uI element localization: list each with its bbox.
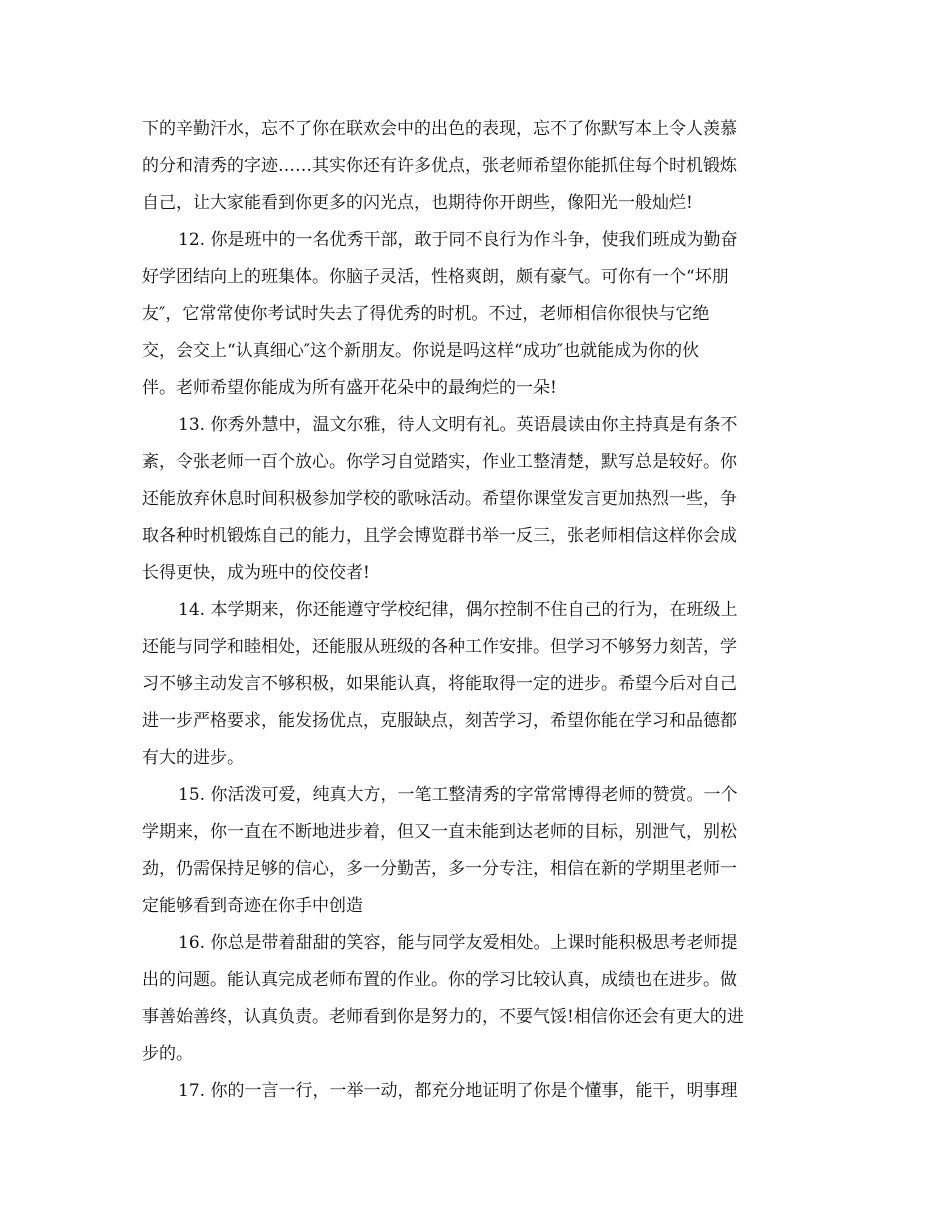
text-line: 劲，仍需保持足够的信心，多一分勤苦，多一分专注，相信在新的学期里老师一 bbox=[142, 859, 737, 879]
text-line: 的分和清秀的字迹……其实你还有许多优点，张老师希望你能抓住每个时机锻炼 bbox=[142, 156, 737, 176]
paragraph-16 bbox=[142, 925, 812, 1073]
paragraph-15 bbox=[142, 777, 812, 925]
text-line: 12. 你是班中的一名优秀干部，敢于同不良行为作斗争，使我们班成为勤奋 bbox=[178, 230, 738, 250]
paragraph-14 bbox=[142, 592, 812, 777]
text-line: 长得更快，成为班中的佼佼者! bbox=[142, 563, 370, 583]
paragraph-13 bbox=[142, 407, 812, 592]
text-line: 14. 本学期来，你还能遵守学校纪律，偶尔控制不住自己的行为，在班级上 bbox=[178, 600, 738, 620]
text-line: 13. 你秀外慧中，温文尔雅，待人文明有礼。英语晨读由你主持真是有条不 bbox=[178, 415, 738, 435]
text-line: 学期来，你一直在不断地进步着，但又一直未能到达老师的目标，别泄气，别松 bbox=[142, 822, 737, 842]
text-line: 15. 你活泼可爱，纯真大方，一笔工整清秀的字常常博得老师的赞赏。一个 bbox=[178, 785, 738, 805]
text-line: 还能放弃休息时间积极参加学校的歌咏活动。希望你课堂发言更加热烈一些，争 bbox=[142, 489, 737, 509]
text-line: 交，会交上“认真细心″这个新朋友。你说是吗这样“成功″也就能成为你的伙 bbox=[142, 341, 700, 361]
paragraph-11-continued bbox=[142, 111, 812, 222]
document-body bbox=[142, 111, 812, 1110]
text-line: 习不够主动发言不够积极，如果能认真，将能取得一定的进步。希望今后对自己 bbox=[142, 674, 737, 694]
text-line: 友″，它常常使你考试时失去了得优秀的时机。不过，老师相信你很快与它绝 bbox=[142, 304, 710, 324]
text-line: 紊，令张老师一百个放心。你学习自觉踏实，作业工整清楚，默写总是较好。你 bbox=[142, 452, 737, 472]
text-line: 17. 你的一言一行，一举一动，都充分地证明了你是个懂事，能干，明事理 bbox=[178, 1081, 738, 1101]
text-line: 下的辛勤汗水，忘不了你在联欢会中的出色的表现，忘不了你默写本上令人羡慕 bbox=[142, 119, 737, 139]
text-line: 好学团结向上的班集体。你脑子灵活，性格爽朗，颇有豪气。可你有一个“坏朋 bbox=[142, 267, 729, 287]
paragraph-12 bbox=[142, 222, 812, 407]
text-line: 有大的进步。 bbox=[142, 748, 244, 768]
text-line: 进一步严格要求，能发扬优点，克服缺点，刻苦学习，希望你能在学习和品德都 bbox=[142, 711, 737, 731]
text-line: 伴。老师希望你能成为所有盛开花朵中的最绚烂的一朵! bbox=[142, 378, 557, 398]
text-line: 出的问题。能认真完成老师布置的作业。你的学习比较认真，成绩也在进步。做 bbox=[142, 970, 737, 990]
text-line: 16. 你总是带着甜甜的笑容，能与同学友爱相处。上课时能积极思考老师提 bbox=[178, 933, 738, 953]
text-line: 步的。 bbox=[142, 1044, 193, 1064]
text-line: 事善始善终，认真负责。老师看到你是努力的，不要气馁!相信你还会有更大的进 bbox=[142, 1007, 744, 1027]
text-line: 取各种时机锻炼自己的能力，且学会博览群书举一反三，张老师相信这样你会成 bbox=[142, 526, 737, 546]
paragraph-17 bbox=[142, 1073, 812, 1110]
text-line: 定能够看到奇迹在你手中创造 bbox=[142, 896, 363, 916]
text-line: 还能与同学和睦相处，还能服从班级的各种工作安排。但学习不够努力刻苦，学 bbox=[142, 637, 737, 657]
text-line: 自己，让大家能看到你更多的闪光点，也期待你开朗些，像阳光一般灿烂! bbox=[142, 193, 693, 213]
